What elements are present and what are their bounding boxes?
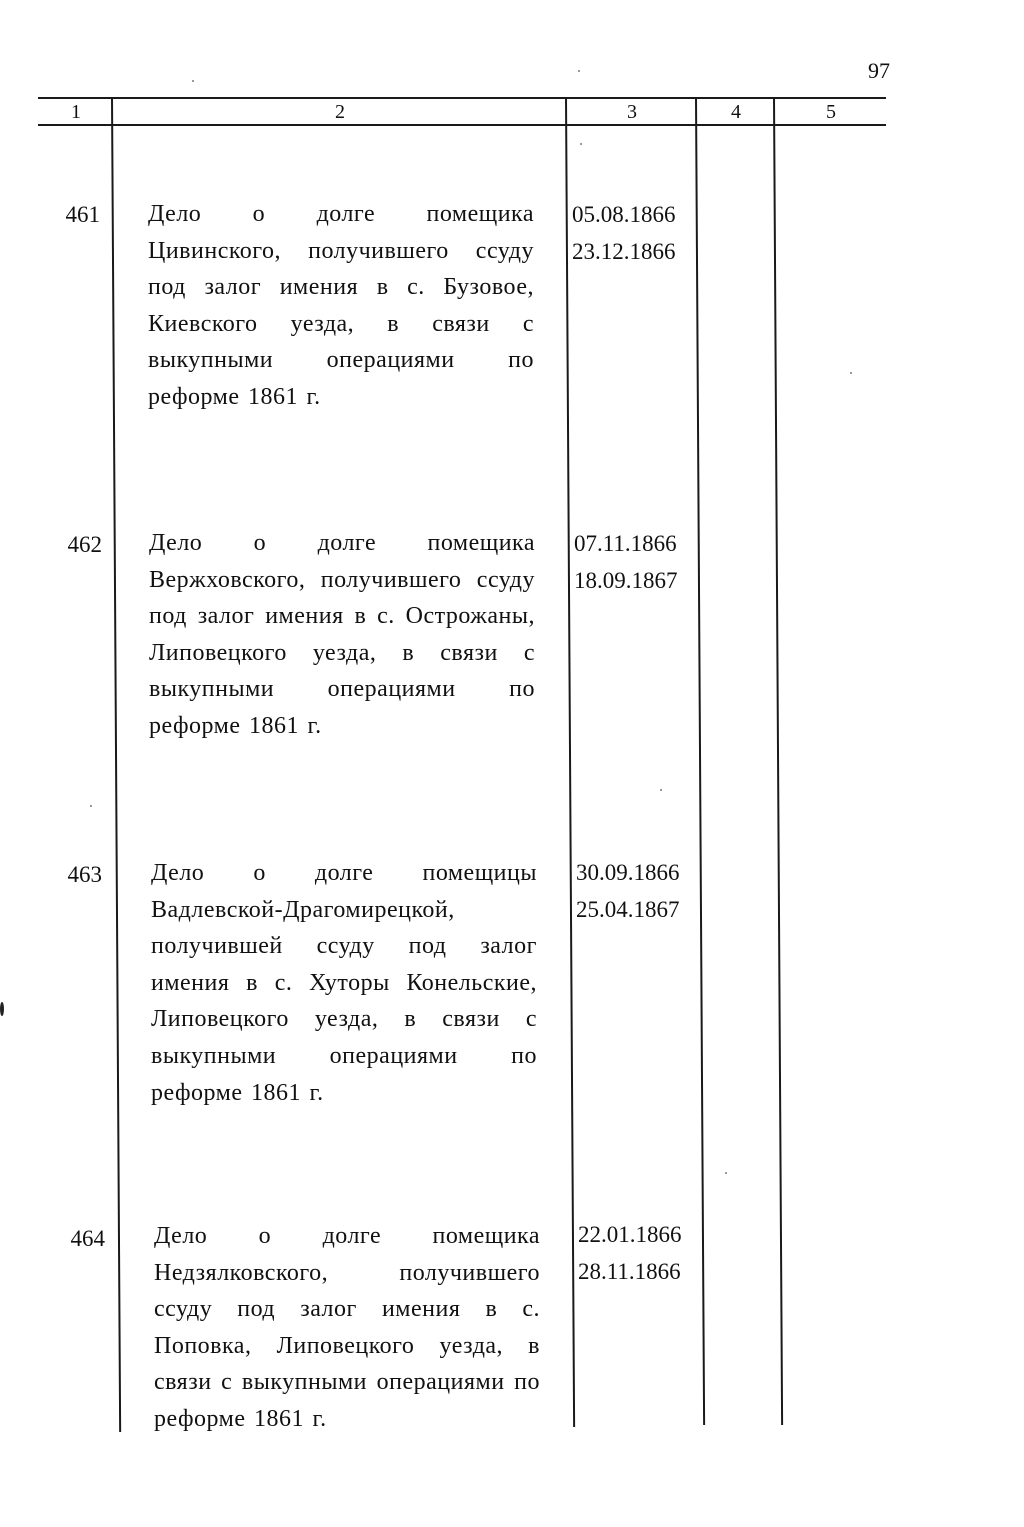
entry-description: Дело о долге помещицы Вадлевской-Драгомирецкой, получившей ссуду под залог имения в с. Хуторы Конельские, Липовецкого уезда, в связи с выкупными операциями по реформе 1861 г. bbox=[151, 860, 537, 1106]
entry-number: 462 bbox=[67, 532, 102, 557]
column-divider-1-2 bbox=[111, 97, 121, 1432]
entry-start-date: 07.11.1866 bbox=[574, 531, 677, 556]
entry-start-date: 22.01.1866 bbox=[578, 1222, 682, 1247]
column-header-1: 1 bbox=[71, 101, 81, 123]
entry-dates bbox=[576, 854, 700, 928]
column-divider-4-5 bbox=[773, 97, 783, 1425]
entry-dates bbox=[574, 525, 698, 599]
page-number: 97 bbox=[868, 58, 890, 83]
entry-start-date: 30.09.1866 bbox=[576, 860, 680, 885]
entry-number: 464 bbox=[70, 1226, 105, 1251]
column-header-3: 3 bbox=[627, 101, 637, 123]
entry-end-date: 23.12.1866 bbox=[572, 239, 676, 264]
entry-dates bbox=[572, 196, 696, 270]
entry-end-date: 18.09.1867 bbox=[574, 568, 678, 593]
scan-speck bbox=[725, 1172, 727, 1174]
entry-description: Дело о долге помещика Вержховского, получившего ссуду под залог имения в с. Острожаны, Липовецкого уезда, в связи с выкупными операциями по реформе 1861 г. bbox=[149, 530, 535, 739]
entry-end-date: 25.04.1867 bbox=[576, 897, 680, 922]
column-header-2: 2 bbox=[335, 101, 345, 123]
column-header-4: 4 bbox=[731, 101, 741, 123]
scan-speck bbox=[0, 1002, 4, 1016]
entry-number: 461 bbox=[65, 202, 100, 227]
entry-number: 463 bbox=[67, 862, 102, 887]
entry-description: Дело о долге помещика Недзялковского, получившего ссуду под залог имения в с. Поповка, Липовецкого уезда, в связи с выкупными операциями по реформе 1861 г. bbox=[154, 1223, 540, 1432]
entry-start-date: 05.08.1866 bbox=[572, 202, 676, 227]
entry-end-date: 28.11.1866 bbox=[578, 1259, 681, 1284]
scan-speck bbox=[90, 805, 92, 807]
column-divider-2-3 bbox=[565, 97, 575, 1427]
scan-speck bbox=[580, 143, 582, 145]
table-header-bottom-rule bbox=[38, 124, 886, 126]
scan-speck bbox=[578, 70, 580, 72]
scan-speck bbox=[850, 372, 852, 374]
entry-description: Дело о долге помещика Цивинского, получившего ссуду под залог имения в с. Бузовое, Киевского уезда, в связи с выкупными операциями по реформе 1861 г. bbox=[148, 201, 534, 410]
scan-speck bbox=[192, 80, 194, 82]
column-header-5: 5 bbox=[826, 101, 836, 123]
scan-speck bbox=[660, 789, 662, 791]
entry-dates bbox=[578, 1216, 702, 1290]
table-header-top-rule bbox=[38, 97, 886, 99]
